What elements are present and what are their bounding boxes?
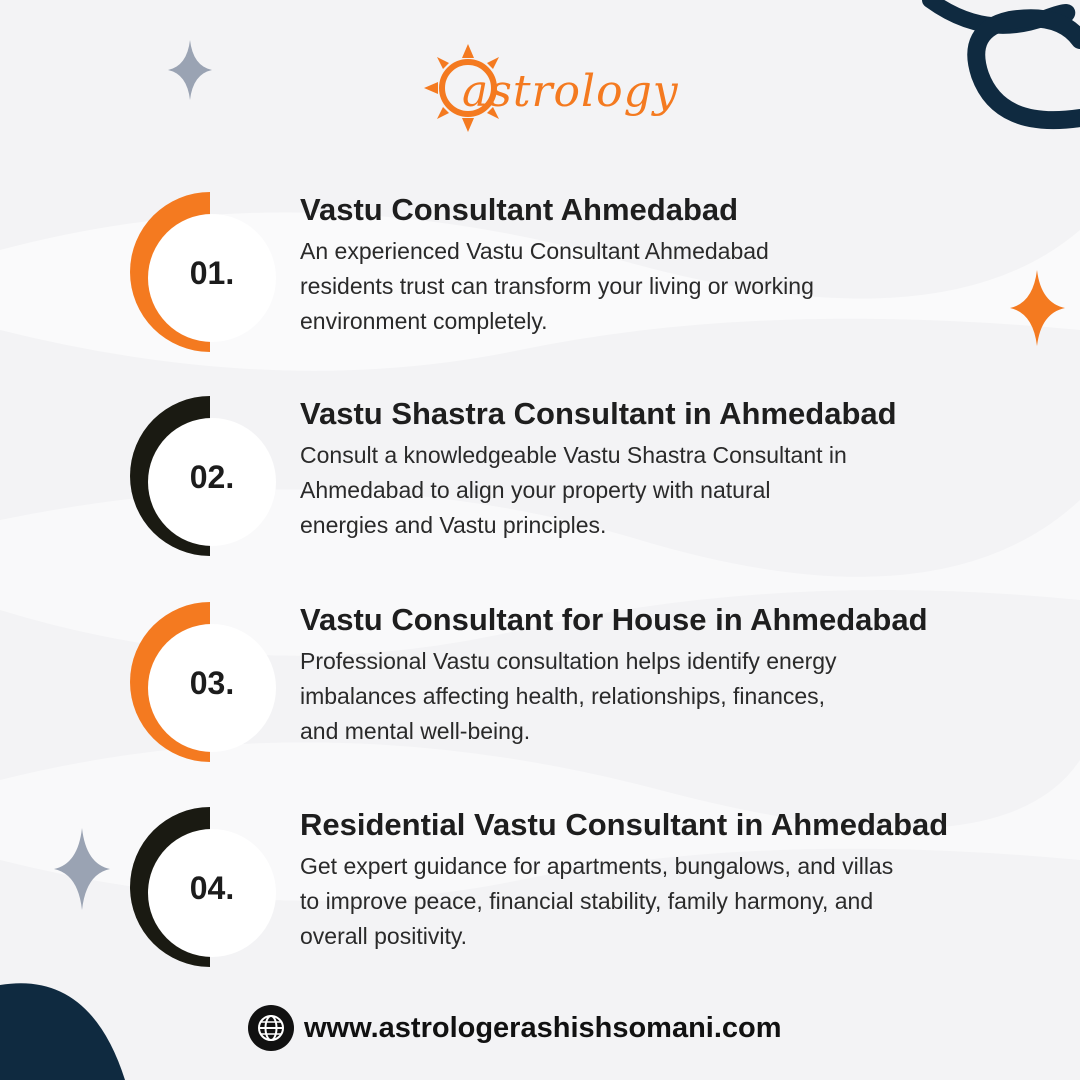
item-title: Vastu Consultant Ahmedabad: [300, 192, 739, 227]
logo-text: astrology: [462, 66, 679, 117]
item-number: 04.: [189, 870, 235, 906]
navy-curl-decoration: [930, 0, 1080, 120]
item-number: 03.: [189, 665, 235, 701]
description-line: Professional Vastu consultation helps identify energy: [300, 648, 837, 674]
website-footer[interactable]: [248, 1004, 782, 1052]
description-line: imbalances affecting health, relationships, finances,: [300, 683, 826, 709]
description-line: An experienced Vastu Consultant Ahmedabad: [300, 238, 769, 264]
navy-blob-decoration: [0, 983, 125, 1080]
description-line: to improve peace, financial stability, family harmony, and: [300, 888, 874, 914]
description-line: environment completely.: [300, 308, 548, 334]
description-line: and mental well-being.: [300, 718, 531, 744]
list-item: [0, 396, 1080, 566]
list-item: [0, 602, 1080, 772]
website-link[interactable]: www.astrologerashishsomani.com: [304, 1011, 782, 1044]
sparkle-icon: [168, 40, 212, 100]
item-description: [300, 644, 1000, 749]
description-line: Consult a knowledgeable Vastu Shastra Consultant in: [300, 442, 847, 468]
description-line: energies and Vastu principles.: [300, 512, 607, 538]
description-line: overall positivity.: [300, 923, 468, 949]
item-title: Vastu Shastra Consultant in Ahmedabad: [300, 396, 897, 431]
item-description: [300, 438, 1000, 543]
item-number: 02.: [189, 459, 235, 495]
description-line: residents trust can transform your living or working: [300, 273, 814, 299]
item-description: [300, 849, 1000, 954]
item-number: 01.: [189, 255, 235, 291]
astrology-logo: [420, 36, 679, 136]
list-item: [0, 192, 1080, 362]
list-item: [0, 807, 1080, 977]
item-title: Vastu Consultant for House in Ahmedabad: [300, 602, 928, 637]
item-title: Residential Vastu Consultant in Ahmedabad: [300, 807, 949, 842]
description-line: Get expert guidance for apartments, bungalows, and villas: [300, 853, 894, 879]
item-description: [300, 234, 1000, 339]
description-line: Ahmedabad to align your property with natural: [300, 477, 771, 503]
globe-icon: [248, 1005, 294, 1051]
